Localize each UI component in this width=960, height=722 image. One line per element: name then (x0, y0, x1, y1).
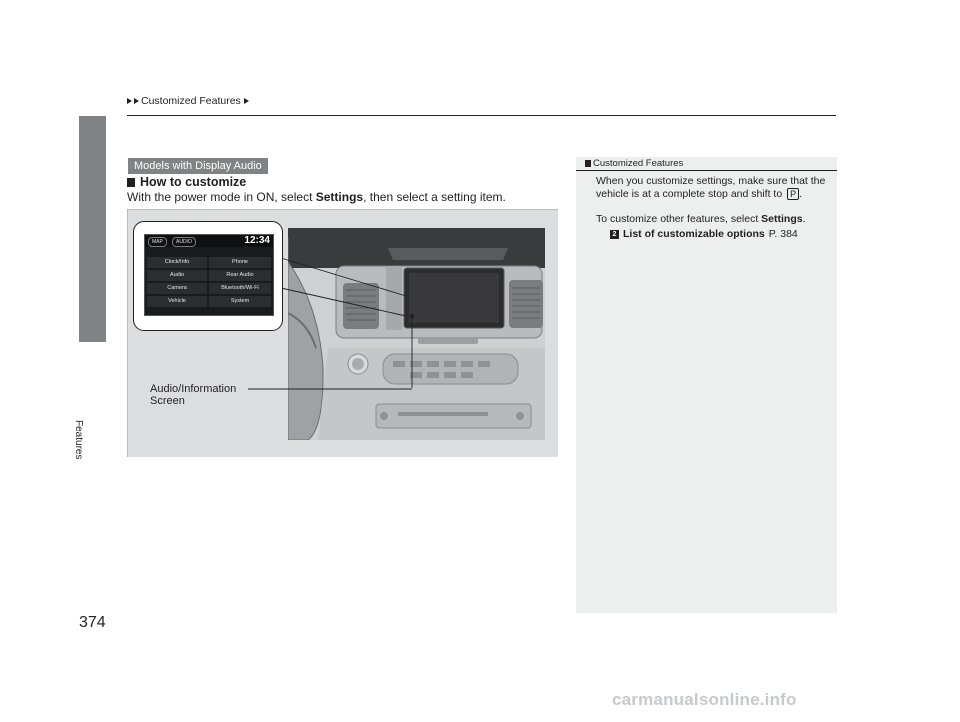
screen-label (150, 383, 236, 407)
instruction-pre: With the power mode in ON, select (127, 190, 316, 204)
breadcrumb-text: Customized Features (141, 95, 241, 107)
note-line-3-bold: Settings (761, 213, 803, 225)
menu-item-vehicle[interactable]: Vehicle (147, 296, 207, 308)
watermark: carmanualsonline.info (612, 690, 797, 709)
screen-label-line2: Screen (150, 395, 185, 407)
instruction-post: , then select a setting item. (363, 190, 506, 204)
xref-page: P. 384 (768, 228, 798, 240)
cross-reference-link[interactable] (610, 228, 798, 240)
instruction-bold: Settings (315, 190, 364, 204)
xref-arrow-icon: 2 (610, 230, 619, 239)
note-line-1: When you customize settings, make sure that the (596, 175, 826, 187)
menu-item-system[interactable]: System (209, 296, 271, 308)
menu-item-camera[interactable]: Camera (147, 283, 207, 295)
note-title (585, 158, 683, 169)
note-line-3: To customize other features, select Settings. (596, 213, 806, 225)
menu-item-phone[interactable]: Phone (209, 257, 271, 269)
models-badge: Models with Display Audio (128, 158, 268, 174)
screen-label-line1: Audio/Information (150, 383, 237, 395)
map-button[interactable]: MAP (148, 237, 167, 247)
note-marker-icon (585, 160, 591, 167)
note-title-text: Customized Features (593, 158, 684, 169)
audio-button[interactable]: AUDIO (172, 237, 196, 247)
note-divider (576, 170, 837, 171)
shift-p-key: P (787, 188, 799, 200)
page-number: 374 (79, 614, 106, 631)
menu-item-audio[interactable]: Audio (147, 270, 207, 282)
screen-clock: 12:34 (244, 235, 270, 246)
menu-item-rear-audio[interactable]: Rear Audio (209, 270, 271, 282)
section-label: Features (73, 420, 84, 460)
screen-status-bar (145, 235, 273, 247)
note-line-2: vehicle is at a complete stop and shift to P . (596, 188, 803, 200)
note-line-2-text: vehicle is at a complete stop and shift to (596, 188, 786, 200)
note-line-3-text: To customize other features, select (596, 213, 762, 225)
display-audio-screen (144, 234, 274, 316)
heading-text: How to customize (140, 175, 247, 189)
xref-label: List of customizable options (623, 228, 765, 240)
menu-item-bluetooth-wifi[interactable]: Bluetooth/Wi-Fi (209, 283, 271, 295)
menu-item-clock-info[interactable]: Clock/Info (147, 257, 207, 269)
